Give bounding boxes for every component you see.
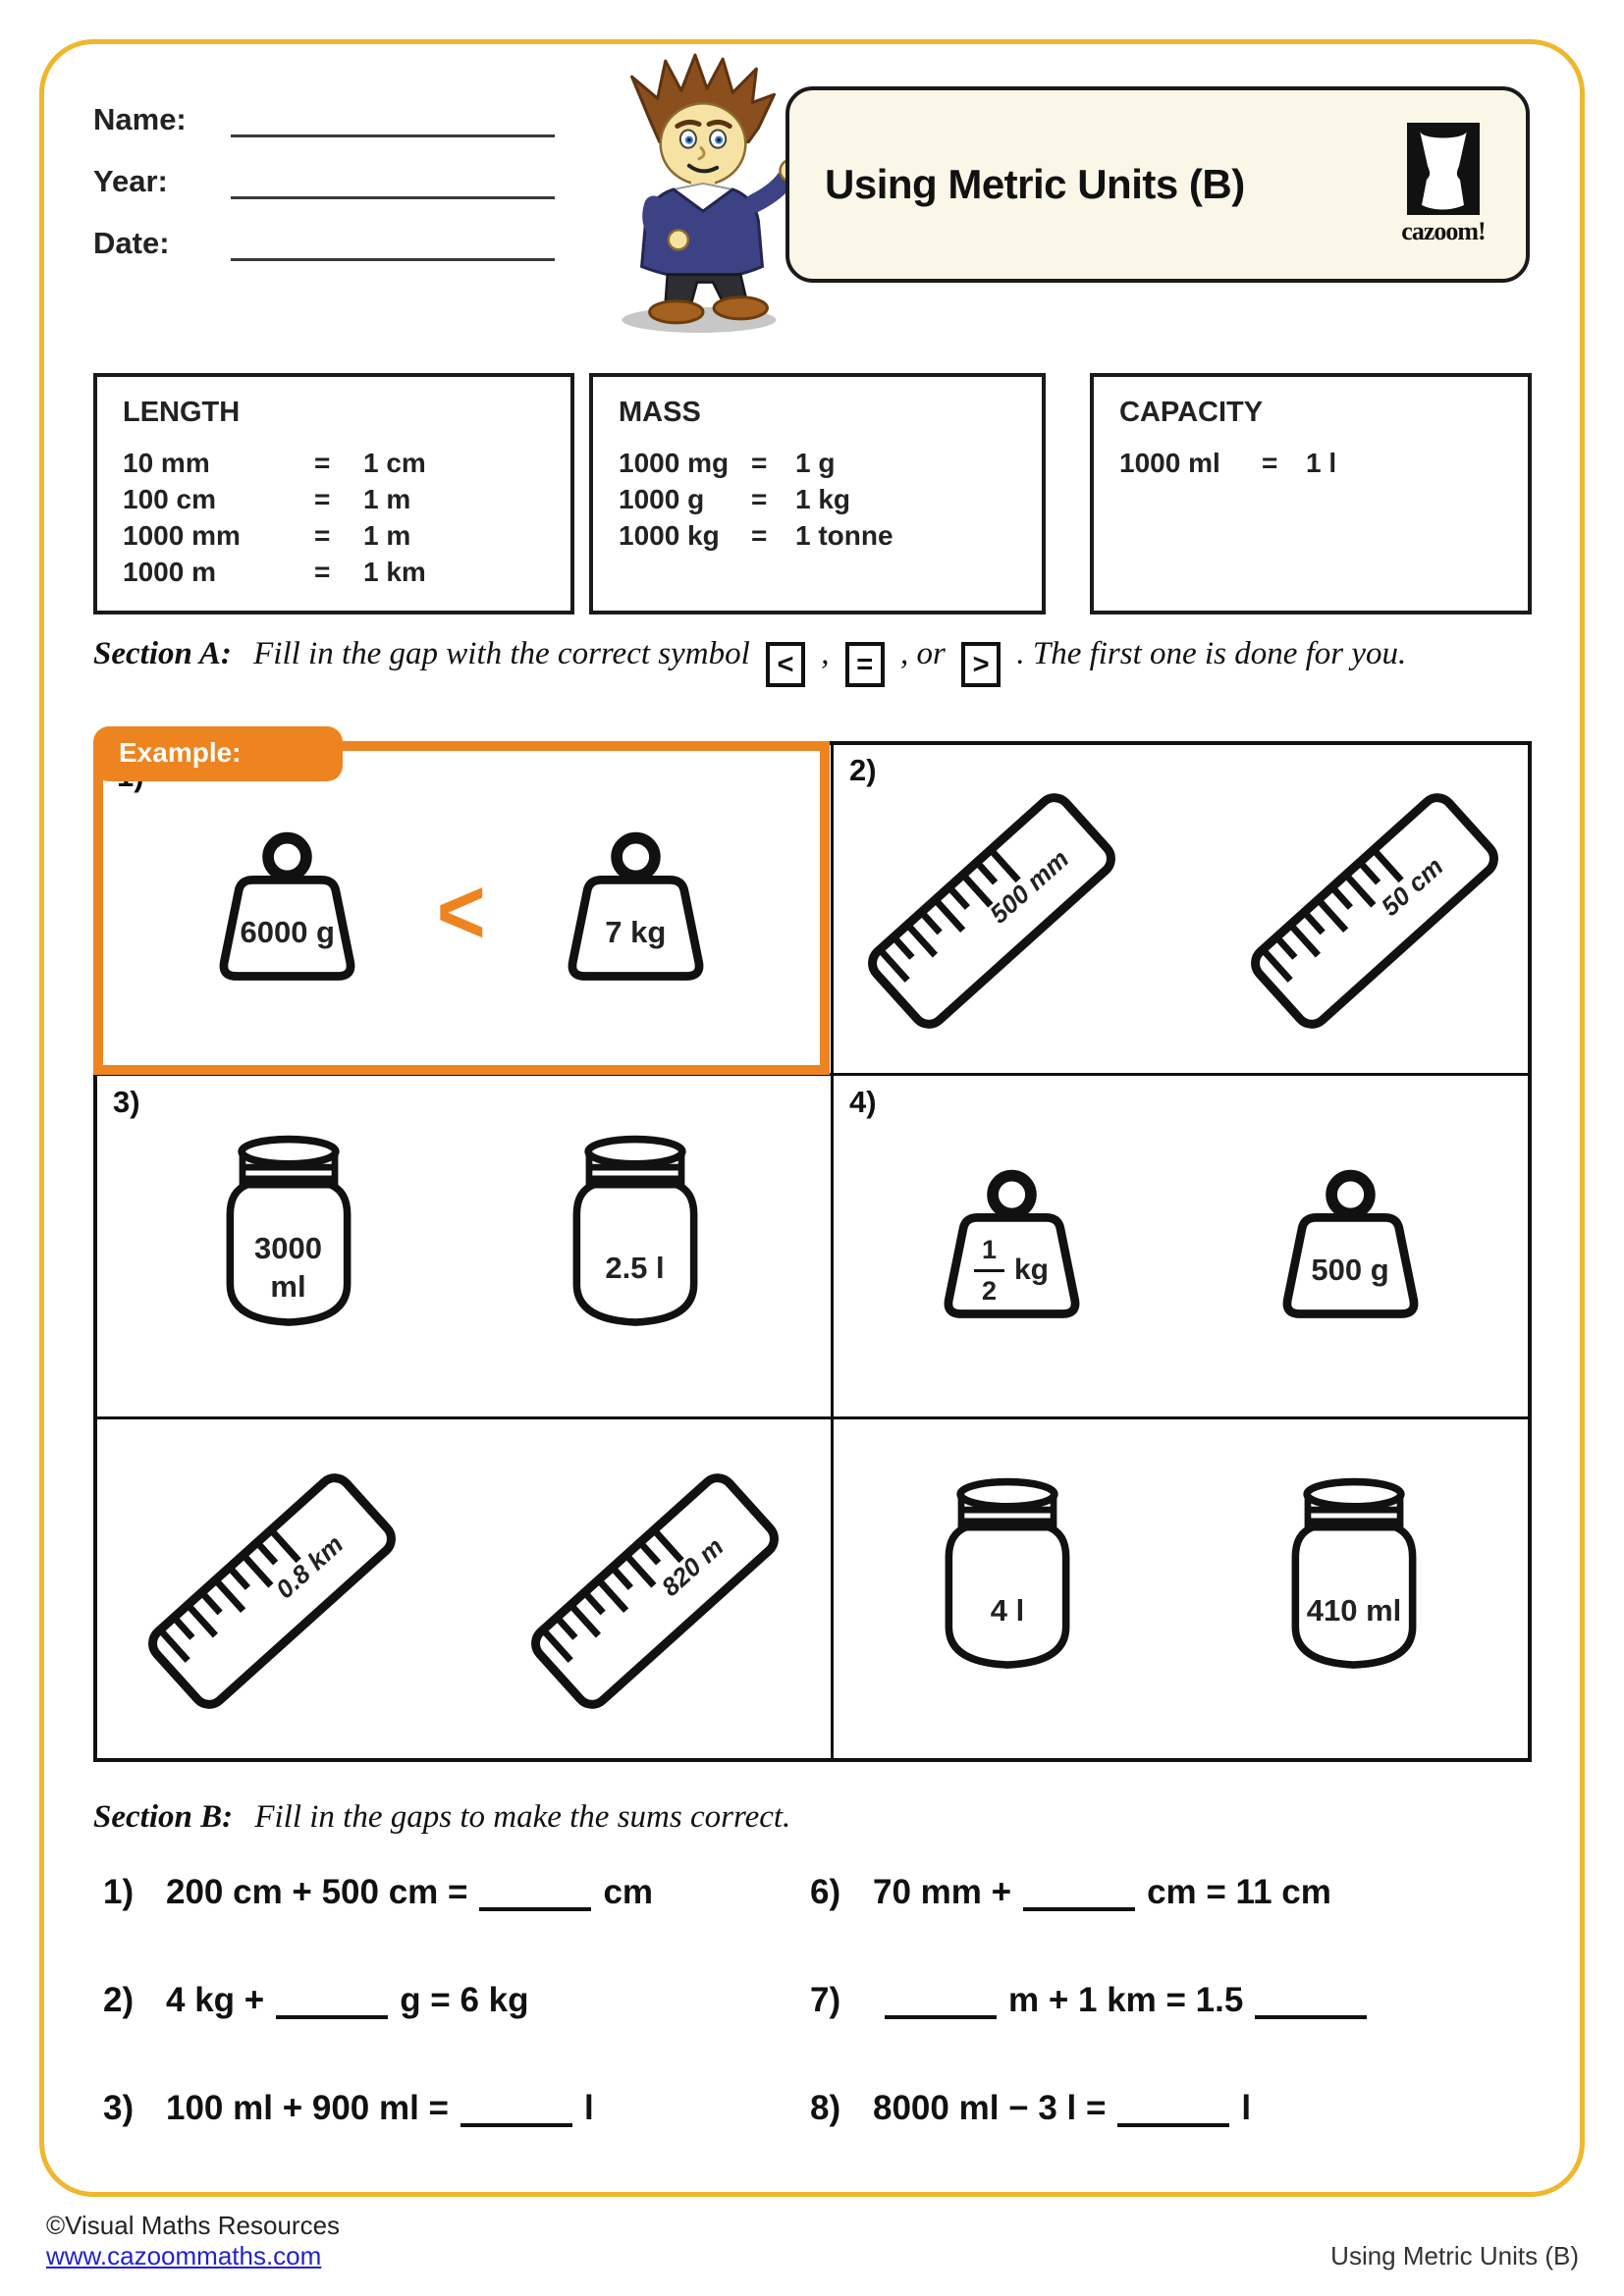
ref-row [123, 554, 570, 590]
equation-unit: cm = 11 cm [1147, 1873, 1331, 1911]
section-a-instruction [93, 636, 1537, 687]
ref-row [123, 481, 570, 517]
problem-cell-5 [97, 1420, 826, 1758]
cazoom-drum-icon [1407, 123, 1480, 215]
ref-qty: 1000 g [619, 484, 705, 514]
ref-row [619, 517, 1042, 554]
sum-problem-3 [103, 2089, 594, 2128]
ruler-icon [867, 785, 1112, 1033]
section-a-heading: Section A: [93, 636, 232, 671]
cazoommaths-link[interactable]: www.cazoommaths.com [46, 2241, 322, 2270]
problem-number: 3) [103, 2089, 135, 2127]
ref-val: 1 cm [363, 448, 426, 478]
sum-problem-6 [810, 1873, 1331, 1912]
weight-value-label: 7 kg [605, 915, 667, 949]
ref-val: 1 g [795, 448, 836, 478]
problem-number: 1) [103, 1873, 135, 1911]
equation-unit: cm [603, 1873, 654, 1911]
greater-than-symbol-box: > [961, 642, 1001, 687]
ref-val: 1 kg [795, 484, 851, 514]
ref-row [619, 445, 1042, 481]
ref-equals: = [751, 520, 768, 551]
ruler-icon [1250, 785, 1495, 1033]
fraction [974, 1234, 1004, 1306]
separator-comma: , [821, 636, 830, 671]
equation-text: 4 kg + [166, 1981, 265, 2019]
equation-unit: g = 6 kg [400, 1981, 529, 2019]
ref-qty: 1000 mm [123, 520, 241, 551]
answer-blank[interactable] [460, 2117, 572, 2127]
ref-val: 1 m [363, 520, 411, 551]
worksheet-title: Using Metric Units (B) [825, 161, 1245, 207]
capacity-title: CAPACITY [1119, 397, 1264, 428]
answer-blank[interactable] [1117, 2117, 1229, 2127]
length-reference-box [93, 373, 574, 614]
problem-cell-4 [834, 1077, 1528, 1416]
ref-equals: = [314, 557, 331, 587]
problem-cell-1 [97, 745, 826, 1073]
jar-icon [925, 1474, 1090, 1705]
ruler-icon [147, 1466, 393, 1713]
ref-val: 1 km [363, 557, 426, 587]
ruler-value-label: 0.8 km [270, 1528, 350, 1605]
length-title: LENGTH [123, 397, 241, 428]
answer-gap-area[interactable] [97, 1077, 826, 1416]
ref-val: 1 l [1306, 448, 1337, 478]
answer-blank[interactable] [1255, 2009, 1367, 2019]
sum-problem-2 [103, 1981, 529, 2020]
ref-equals: = [751, 484, 768, 514]
separator-or: , or [900, 636, 946, 671]
ref-row [619, 481, 1042, 517]
equation-unit: l [583, 2089, 594, 2127]
problem-number: 8) [810, 2089, 841, 2127]
jar-icon [1272, 1474, 1436, 1705]
ref-row [1119, 445, 1528, 481]
ref-row [123, 445, 570, 481]
problem-cell-2 [834, 745, 1528, 1073]
ref-row [123, 517, 570, 554]
ruler-value-label: 50 cm [1375, 851, 1449, 922]
jar-value-label: 410 ml [1306, 1592, 1402, 1628]
cazoom-logo-text: cazoom! [1401, 217, 1486, 245]
ref-qty: 1000 ml [1119, 448, 1220, 478]
year-label: Year: [93, 164, 168, 198]
fraction-numerator: 1 [974, 1237, 1004, 1272]
equation-text: 200 cm + 500 cm = [166, 1873, 468, 1911]
jar-icon [553, 1132, 718, 1362]
ref-val: 1 tonne [795, 520, 893, 551]
ruler-value-label: 500 mm [983, 843, 1074, 930]
equation-text: m + 1 km = 1.5 [1008, 1981, 1244, 2019]
ref-equals: = [751, 448, 768, 478]
equals-symbol-box: = [845, 642, 885, 687]
weight-icon [191, 826, 383, 992]
problem-cell-3 [97, 1077, 826, 1416]
ruler-icon [530, 1466, 776, 1713]
problem-number: 3) [113, 1085, 140, 1119]
equation-text: 100 ml + 900 ml = [166, 2089, 449, 2127]
section-b-instruction [93, 1799, 790, 1836]
mass-title: MASS [619, 397, 701, 428]
ref-equals: = [1262, 448, 1278, 478]
section-a-instr-post: . The first one is done for you. [1016, 636, 1407, 671]
footer-doc-title: Using Metric Units (B) [1330, 2241, 1579, 2270]
jar-value-label: 4 l [990, 1592, 1025, 1628]
section-b-instr-text: Fill in the gaps to make the sums correct. [254, 1799, 791, 1835]
title-box [785, 86, 1530, 283]
weight-unit-label: kg [1014, 1254, 1050, 1286]
ref-equals: = [314, 520, 331, 551]
example-tab: Example: [93, 726, 343, 781]
year-field-row [93, 164, 555, 199]
date-field-row [93, 226, 555, 261]
problem-number: 2) [103, 1981, 135, 2019]
answer-blank[interactable] [885, 2009, 997, 2019]
weight-value-label: 500 g [1311, 1253, 1389, 1287]
weight-icon [916, 1163, 1108, 1330]
sum-problem-7 [810, 1981, 1379, 2020]
grid-divider-horizontal-2 [97, 1416, 1528, 1419]
name-input-line[interactable] [231, 102, 555, 137]
problem-number: 4) [849, 1085, 877, 1119]
ref-qty: 1000 kg [619, 520, 720, 551]
answer-blank[interactable] [276, 2009, 388, 2019]
sum-problem-1 [103, 1873, 653, 1912]
sum-problem-8 [810, 2089, 1251, 2128]
problem-number: 7) [810, 1981, 841, 2019]
equation-text: 70 mm + [873, 1873, 1012, 1911]
ref-qty: 100 cm [123, 484, 216, 514]
equation-unit: l [1241, 2089, 1252, 2127]
ref-qty: 1000 mg [619, 448, 730, 478]
ruler-value-label: 820 m [655, 1531, 730, 1602]
jar-value-label: 3000 ml [254, 1231, 322, 1304]
equation-text: 8000 ml − 3 l = [873, 2089, 1107, 2127]
answer-gap-area[interactable] [834, 1420, 1528, 1758]
year-input-line[interactable] [231, 164, 555, 199]
name-label: Name: [93, 102, 187, 136]
answer-gap-area[interactable] [97, 1420, 826, 1758]
answer-blank[interactable] [1023, 1901, 1135, 1911]
weight-icon [540, 826, 731, 992]
mass-reference-box [589, 373, 1046, 614]
ref-equals: = [314, 484, 331, 514]
ref-qty: 10 mm [123, 448, 210, 478]
weight-icon [1255, 1163, 1446, 1330]
name-field-row [93, 102, 555, 137]
capacity-reference-box [1090, 373, 1532, 614]
date-label: Date: [93, 226, 170, 260]
less-than-symbol-box: < [766, 642, 805, 687]
weight-value-label: 6000 g [240, 915, 335, 949]
ref-equals: = [314, 448, 331, 478]
jar-icon [206, 1132, 371, 1362]
answer-gap-area[interactable] [834, 1077, 1528, 1416]
fraction-denominator: 2 [981, 1275, 997, 1306]
copyright-text: ©Visual Maths Resources [46, 2211, 341, 2240]
problem-number: 6) [810, 1873, 841, 1911]
problem-number: 2) [849, 753, 877, 787]
section-b-heading: Section B: [93, 1799, 234, 1835]
answer-less-than-symbol: < [437, 859, 486, 964]
date-input-line[interactable] [231, 226, 555, 261]
grid-divider-horizontal-1 [97, 1073, 1528, 1076]
section-a-instr-pre: Fill in the gap with the correct symbol [253, 636, 750, 671]
ref-val: 1 m [363, 484, 411, 514]
answer-gap-area[interactable] [834, 745, 1528, 1073]
answer-blank[interactable] [479, 1901, 591, 1911]
ref-qty: 1000 m [123, 557, 216, 587]
cazoom-logo [1390, 123, 1496, 246]
problem-cell-6 [834, 1420, 1528, 1758]
jar-value-label: 2.5 l [605, 1250, 665, 1285]
